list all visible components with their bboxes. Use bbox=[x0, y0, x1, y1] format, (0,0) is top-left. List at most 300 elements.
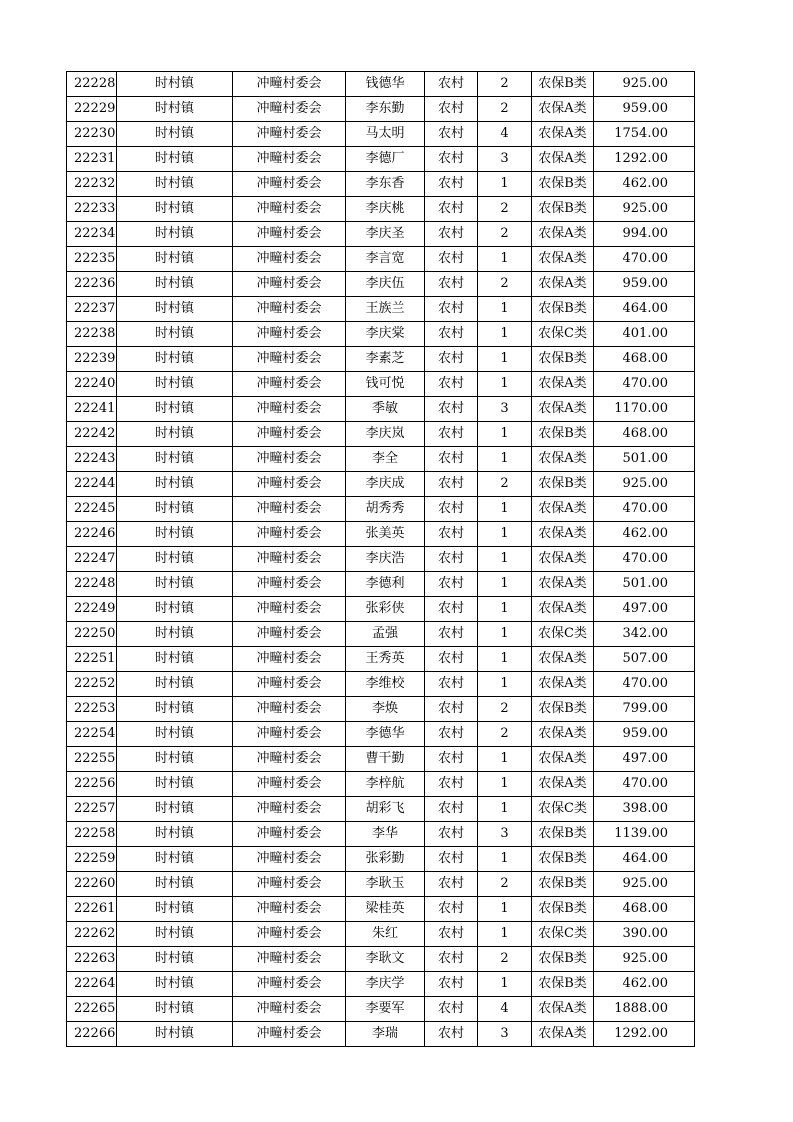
table-row bbox=[67, 147, 695, 172]
type-cell: 农村 bbox=[425, 922, 478, 947]
id-cell: 22229 bbox=[67, 97, 117, 122]
town-cell: 时村镇 bbox=[117, 497, 233, 522]
name-cell: 李庆成 bbox=[346, 472, 425, 497]
village-cell: 冲疃村委会 bbox=[233, 422, 346, 447]
table-row bbox=[67, 647, 695, 672]
count-cell: 3 bbox=[478, 147, 532, 172]
category-cell: 农保A类 bbox=[532, 672, 594, 697]
id-cell: 22266 bbox=[67, 1022, 117, 1047]
category-cell: 农保A类 bbox=[532, 272, 594, 297]
category-cell: 农保A类 bbox=[532, 647, 594, 672]
amount-cell: 470.00 bbox=[594, 497, 695, 522]
type-cell: 农村 bbox=[425, 722, 478, 747]
amount-cell: 462.00 bbox=[594, 172, 695, 197]
id-cell: 22259 bbox=[67, 847, 117, 872]
type-cell: 农村 bbox=[425, 297, 478, 322]
amount-cell: 1139.00 bbox=[594, 822, 695, 847]
name-cell: 李德利 bbox=[346, 572, 425, 597]
town-cell: 时村镇 bbox=[117, 847, 233, 872]
amount-cell: 925.00 bbox=[594, 197, 695, 222]
id-cell: 22263 bbox=[67, 947, 117, 972]
town-cell: 时村镇 bbox=[117, 922, 233, 947]
id-cell: 22248 bbox=[67, 572, 117, 597]
table-row bbox=[67, 547, 695, 572]
type-cell: 农村 bbox=[425, 947, 478, 972]
count-cell: 3 bbox=[478, 822, 532, 847]
name-cell: 张彩侠 bbox=[346, 597, 425, 622]
town-cell: 时村镇 bbox=[117, 697, 233, 722]
name-cell: 张美英 bbox=[346, 522, 425, 547]
type-cell: 农村 bbox=[425, 397, 478, 422]
village-cell: 冲疃村委会 bbox=[233, 822, 346, 847]
type-cell: 农村 bbox=[425, 897, 478, 922]
category-cell: 农保B类 bbox=[532, 847, 594, 872]
category-cell: 农保A类 bbox=[532, 772, 594, 797]
name-cell: 李言宽 bbox=[346, 247, 425, 272]
name-cell: 李华 bbox=[346, 822, 425, 847]
town-cell: 时村镇 bbox=[117, 197, 233, 222]
name-cell: 李梓航 bbox=[346, 772, 425, 797]
id-cell: 22262 bbox=[67, 922, 117, 947]
amount-cell: 959.00 bbox=[594, 97, 695, 122]
amount-cell: 994.00 bbox=[594, 222, 695, 247]
count-cell: 1 bbox=[478, 422, 532, 447]
id-cell: 22234 bbox=[67, 222, 117, 247]
amount-cell: 468.00 bbox=[594, 897, 695, 922]
type-cell: 农村 bbox=[425, 72, 478, 97]
type-cell: 农村 bbox=[425, 122, 478, 147]
type-cell: 农村 bbox=[425, 472, 478, 497]
amount-cell: 959.00 bbox=[594, 272, 695, 297]
town-cell: 时村镇 bbox=[117, 872, 233, 897]
count-cell: 4 bbox=[478, 997, 532, 1022]
town-cell: 时村镇 bbox=[117, 947, 233, 972]
type-cell: 农村 bbox=[425, 797, 478, 822]
amount-cell: 799.00 bbox=[594, 697, 695, 722]
table-body bbox=[67, 72, 695, 1047]
table-row bbox=[67, 347, 695, 372]
village-cell: 冲疃村委会 bbox=[233, 847, 346, 872]
category-cell: 农保B类 bbox=[532, 422, 594, 447]
town-cell: 时村镇 bbox=[117, 397, 233, 422]
count-cell: 1 bbox=[478, 547, 532, 572]
type-cell: 农村 bbox=[425, 547, 478, 572]
id-cell: 22254 bbox=[67, 722, 117, 747]
amount-cell: 497.00 bbox=[594, 597, 695, 622]
village-cell: 冲疃村委会 bbox=[233, 672, 346, 697]
name-cell: 李德华 bbox=[346, 722, 425, 747]
town-cell: 时村镇 bbox=[117, 1022, 233, 1047]
category-cell: 农保A类 bbox=[532, 97, 594, 122]
name-cell: 李东香 bbox=[346, 172, 425, 197]
table-row bbox=[67, 197, 695, 222]
id-cell: 22232 bbox=[67, 172, 117, 197]
category-cell: 农保B类 bbox=[532, 172, 594, 197]
table-row bbox=[67, 997, 695, 1022]
amount-cell: 468.00 bbox=[594, 422, 695, 447]
village-cell: 冲疃村委会 bbox=[233, 197, 346, 222]
town-cell: 时村镇 bbox=[117, 772, 233, 797]
type-cell: 农村 bbox=[425, 972, 478, 997]
category-cell: 农保C类 bbox=[532, 922, 594, 947]
village-cell: 冲疃村委会 bbox=[233, 397, 346, 422]
id-cell: 22257 bbox=[67, 797, 117, 822]
table-row bbox=[67, 972, 695, 997]
type-cell: 农村 bbox=[425, 672, 478, 697]
id-cell: 22233 bbox=[67, 197, 117, 222]
town-cell: 时村镇 bbox=[117, 122, 233, 147]
category-cell: 农保A类 bbox=[532, 597, 594, 622]
amount-cell: 398.00 bbox=[594, 797, 695, 822]
table-row bbox=[67, 247, 695, 272]
count-cell: 2 bbox=[478, 697, 532, 722]
category-cell: 农保B类 bbox=[532, 297, 594, 322]
town-cell: 时村镇 bbox=[117, 572, 233, 597]
village-cell: 冲疃村委会 bbox=[233, 522, 346, 547]
type-cell: 农村 bbox=[425, 347, 478, 372]
amount-cell: 464.00 bbox=[594, 297, 695, 322]
category-cell: 农保B类 bbox=[532, 872, 594, 897]
table-row bbox=[67, 697, 695, 722]
type-cell: 农村 bbox=[425, 747, 478, 772]
village-cell: 冲疃村委会 bbox=[233, 497, 346, 522]
type-cell: 农村 bbox=[425, 247, 478, 272]
village-cell: 冲疃村委会 bbox=[233, 547, 346, 572]
village-cell: 冲疃村委会 bbox=[233, 872, 346, 897]
id-cell: 22235 bbox=[67, 247, 117, 272]
amount-cell: 507.00 bbox=[594, 647, 695, 672]
table-row bbox=[67, 822, 695, 847]
name-cell: 李德厂 bbox=[346, 147, 425, 172]
table-row bbox=[67, 322, 695, 347]
type-cell: 农村 bbox=[425, 372, 478, 397]
town-cell: 时村镇 bbox=[117, 472, 233, 497]
count-cell: 1 bbox=[478, 522, 532, 547]
village-cell: 冲疃村委会 bbox=[233, 322, 346, 347]
name-cell: 王秀英 bbox=[346, 647, 425, 672]
category-cell: 农保A类 bbox=[532, 147, 594, 172]
town-cell: 时村镇 bbox=[117, 997, 233, 1022]
category-cell: 农保A类 bbox=[532, 372, 594, 397]
town-cell: 时村镇 bbox=[117, 372, 233, 397]
type-cell: 农村 bbox=[425, 822, 478, 847]
category-cell: 农保A类 bbox=[532, 247, 594, 272]
category-cell: 农保A类 bbox=[532, 447, 594, 472]
id-cell: 22244 bbox=[67, 472, 117, 497]
count-cell: 2 bbox=[478, 947, 532, 972]
town-cell: 时村镇 bbox=[117, 422, 233, 447]
town-cell: 时村镇 bbox=[117, 97, 233, 122]
name-cell: 王族兰 bbox=[346, 297, 425, 322]
name-cell: 李东勤 bbox=[346, 97, 425, 122]
amount-cell: 470.00 bbox=[594, 772, 695, 797]
town-cell: 时村镇 bbox=[117, 247, 233, 272]
type-cell: 农村 bbox=[425, 597, 478, 622]
amount-cell: 401.00 bbox=[594, 322, 695, 347]
id-cell: 22264 bbox=[67, 972, 117, 997]
village-cell: 冲疃村委会 bbox=[233, 122, 346, 147]
id-cell: 22228 bbox=[67, 72, 117, 97]
name-cell: 李焕 bbox=[346, 697, 425, 722]
table-row bbox=[67, 722, 695, 747]
table-row bbox=[67, 572, 695, 597]
count-cell: 1 bbox=[478, 322, 532, 347]
village-cell: 冲疃村委会 bbox=[233, 947, 346, 972]
id-cell: 22236 bbox=[67, 272, 117, 297]
category-cell: 农保B类 bbox=[532, 472, 594, 497]
table-row bbox=[67, 847, 695, 872]
id-cell: 22256 bbox=[67, 772, 117, 797]
type-cell: 农村 bbox=[425, 647, 478, 672]
id-cell: 22258 bbox=[67, 822, 117, 847]
table-row bbox=[67, 297, 695, 322]
type-cell: 农村 bbox=[425, 172, 478, 197]
count-cell: 1 bbox=[478, 447, 532, 472]
table-row bbox=[67, 947, 695, 972]
town-cell: 时村镇 bbox=[117, 897, 233, 922]
village-cell: 冲疃村委会 bbox=[233, 147, 346, 172]
town-cell: 时村镇 bbox=[117, 722, 233, 747]
village-cell: 冲疃村委会 bbox=[233, 1022, 346, 1047]
amount-cell: 925.00 bbox=[594, 947, 695, 972]
count-cell: 2 bbox=[478, 272, 532, 297]
village-cell: 冲疃村委会 bbox=[233, 747, 346, 772]
id-cell: 22230 bbox=[67, 122, 117, 147]
category-cell: 农保B类 bbox=[532, 347, 594, 372]
id-cell: 22247 bbox=[67, 547, 117, 572]
id-cell: 22243 bbox=[67, 447, 117, 472]
town-cell: 时村镇 bbox=[117, 222, 233, 247]
amount-cell: 470.00 bbox=[594, 247, 695, 272]
table-row bbox=[67, 522, 695, 547]
count-cell: 1 bbox=[478, 747, 532, 772]
id-cell: 22238 bbox=[67, 322, 117, 347]
count-cell: 1 bbox=[478, 347, 532, 372]
id-cell: 22246 bbox=[67, 522, 117, 547]
id-cell: 22265 bbox=[67, 997, 117, 1022]
table-row bbox=[67, 872, 695, 897]
amount-cell: 1888.00 bbox=[594, 997, 695, 1022]
type-cell: 农村 bbox=[425, 197, 478, 222]
category-cell: 农保A类 bbox=[532, 1022, 594, 1047]
table-row bbox=[67, 172, 695, 197]
type-cell: 农村 bbox=[425, 572, 478, 597]
id-cell: 22252 bbox=[67, 672, 117, 697]
amount-cell: 1170.00 bbox=[594, 397, 695, 422]
id-cell: 22255 bbox=[67, 747, 117, 772]
village-cell: 冲疃村委会 bbox=[233, 97, 346, 122]
type-cell: 农村 bbox=[425, 97, 478, 122]
name-cell: 李庆浩 bbox=[346, 547, 425, 572]
category-cell: 农保A类 bbox=[532, 522, 594, 547]
category-cell: 农保A类 bbox=[532, 497, 594, 522]
name-cell: 李庆伍 bbox=[346, 272, 425, 297]
town-cell: 时村镇 bbox=[117, 797, 233, 822]
name-cell: 马太明 bbox=[346, 122, 425, 147]
village-cell: 冲疃村委会 bbox=[233, 697, 346, 722]
village-cell: 冲疃村委会 bbox=[233, 597, 346, 622]
name-cell: 李要军 bbox=[346, 997, 425, 1022]
count-cell: 1 bbox=[478, 172, 532, 197]
category-cell: 农保B类 bbox=[532, 947, 594, 972]
name-cell: 胡彩飞 bbox=[346, 797, 425, 822]
village-cell: 冲疃村委会 bbox=[233, 972, 346, 997]
village-cell: 冲疃村委会 bbox=[233, 772, 346, 797]
village-cell: 冲疃村委会 bbox=[233, 272, 346, 297]
amount-cell: 1754.00 bbox=[594, 122, 695, 147]
amount-cell: 464.00 bbox=[594, 847, 695, 872]
amount-cell: 501.00 bbox=[594, 447, 695, 472]
count-cell: 2 bbox=[478, 722, 532, 747]
village-cell: 冲疃村委会 bbox=[233, 347, 346, 372]
count-cell: 2 bbox=[478, 197, 532, 222]
table-row bbox=[67, 447, 695, 472]
table-row bbox=[67, 797, 695, 822]
town-cell: 时村镇 bbox=[117, 447, 233, 472]
type-cell: 农村 bbox=[425, 772, 478, 797]
amount-cell: 342.00 bbox=[594, 622, 695, 647]
amount-cell: 959.00 bbox=[594, 722, 695, 747]
id-cell: 22253 bbox=[67, 697, 117, 722]
type-cell: 农村 bbox=[425, 497, 478, 522]
type-cell: 农村 bbox=[425, 697, 478, 722]
village-cell: 冲疃村委会 bbox=[233, 647, 346, 672]
table-row bbox=[67, 922, 695, 947]
name-cell: 胡秀秀 bbox=[346, 497, 425, 522]
amount-cell: 1292.00 bbox=[594, 147, 695, 172]
town-cell: 时村镇 bbox=[117, 622, 233, 647]
village-cell: 冲疃村委会 bbox=[233, 297, 346, 322]
table-row bbox=[67, 372, 695, 397]
count-cell: 1 bbox=[478, 247, 532, 272]
type-cell: 农村 bbox=[425, 322, 478, 347]
count-cell: 1 bbox=[478, 572, 532, 597]
type-cell: 农村 bbox=[425, 522, 478, 547]
category-cell: 农保A类 bbox=[532, 722, 594, 747]
village-cell: 冲疃村委会 bbox=[233, 897, 346, 922]
village-cell: 冲疃村委会 bbox=[233, 997, 346, 1022]
town-cell: 时村镇 bbox=[117, 647, 233, 672]
category-cell: 农保B类 bbox=[532, 822, 594, 847]
amount-cell: 462.00 bbox=[594, 522, 695, 547]
type-cell: 农村 bbox=[425, 872, 478, 897]
amount-cell: 925.00 bbox=[594, 72, 695, 97]
category-cell: 农保B类 bbox=[532, 972, 594, 997]
name-cell: 梁桂英 bbox=[346, 897, 425, 922]
name-cell: 孟强 bbox=[346, 622, 425, 647]
type-cell: 农村 bbox=[425, 1022, 478, 1047]
count-cell: 1 bbox=[478, 772, 532, 797]
type-cell: 农村 bbox=[425, 147, 478, 172]
name-cell: 李耿玉 bbox=[346, 872, 425, 897]
category-cell: 农保C类 bbox=[532, 622, 594, 647]
table-row bbox=[67, 397, 695, 422]
category-cell: 农保A类 bbox=[532, 397, 594, 422]
count-cell: 3 bbox=[478, 1022, 532, 1047]
type-cell: 农村 bbox=[425, 847, 478, 872]
count-cell: 1 bbox=[478, 622, 532, 647]
id-cell: 22241 bbox=[67, 397, 117, 422]
id-cell: 22260 bbox=[67, 872, 117, 897]
id-cell: 22231 bbox=[67, 147, 117, 172]
village-cell: 冲疃村委会 bbox=[233, 372, 346, 397]
town-cell: 时村镇 bbox=[117, 272, 233, 297]
count-cell: 1 bbox=[478, 647, 532, 672]
table-row bbox=[67, 472, 695, 497]
name-cell: 李庆学 bbox=[346, 972, 425, 997]
category-cell: 农保C类 bbox=[532, 322, 594, 347]
village-cell: 冲疃村委会 bbox=[233, 622, 346, 647]
table-row bbox=[67, 897, 695, 922]
town-cell: 时村镇 bbox=[117, 347, 233, 372]
id-cell: 22249 bbox=[67, 597, 117, 622]
category-cell: 农保A类 bbox=[532, 547, 594, 572]
village-cell: 冲疃村委会 bbox=[233, 797, 346, 822]
amount-cell: 390.00 bbox=[594, 922, 695, 947]
name-cell: 李全 bbox=[346, 447, 425, 472]
town-cell: 时村镇 bbox=[117, 72, 233, 97]
count-cell: 1 bbox=[478, 972, 532, 997]
category-cell: 农保B类 bbox=[532, 72, 594, 97]
id-cell: 22245 bbox=[67, 497, 117, 522]
count-cell: 1 bbox=[478, 372, 532, 397]
town-cell: 时村镇 bbox=[117, 147, 233, 172]
count-cell: 1 bbox=[478, 672, 532, 697]
name-cell: 季敏 bbox=[346, 397, 425, 422]
id-cell: 22240 bbox=[67, 372, 117, 397]
table-row bbox=[67, 122, 695, 147]
count-cell: 2 bbox=[478, 222, 532, 247]
type-cell: 农村 bbox=[425, 447, 478, 472]
amount-cell: 501.00 bbox=[594, 572, 695, 597]
type-cell: 农村 bbox=[425, 222, 478, 247]
count-cell: 1 bbox=[478, 297, 532, 322]
table-row bbox=[67, 272, 695, 297]
id-cell: 22239 bbox=[67, 347, 117, 372]
town-cell: 时村镇 bbox=[117, 597, 233, 622]
name-cell: 李维校 bbox=[346, 672, 425, 697]
count-cell: 1 bbox=[478, 497, 532, 522]
table-row bbox=[67, 72, 695, 97]
village-cell: 冲疃村委会 bbox=[233, 172, 346, 197]
count-cell: 1 bbox=[478, 797, 532, 822]
town-cell: 时村镇 bbox=[117, 747, 233, 772]
name-cell: 李耿文 bbox=[346, 947, 425, 972]
village-cell: 冲疃村委会 bbox=[233, 222, 346, 247]
type-cell: 农村 bbox=[425, 622, 478, 647]
name-cell: 李素芝 bbox=[346, 347, 425, 372]
id-cell: 22261 bbox=[67, 897, 117, 922]
village-cell: 冲疃村委会 bbox=[233, 922, 346, 947]
name-cell: 钱可悦 bbox=[346, 372, 425, 397]
amount-cell: 925.00 bbox=[594, 472, 695, 497]
town-cell: 时村镇 bbox=[117, 522, 233, 547]
count-cell: 3 bbox=[478, 397, 532, 422]
id-cell: 22242 bbox=[67, 422, 117, 447]
name-cell: 钱德华 bbox=[346, 72, 425, 97]
count-cell: 2 bbox=[478, 97, 532, 122]
amount-cell: 468.00 bbox=[594, 347, 695, 372]
amount-cell: 462.00 bbox=[594, 972, 695, 997]
id-cell: 22250 bbox=[67, 622, 117, 647]
type-cell: 农村 bbox=[425, 997, 478, 1022]
category-cell: 农保A类 bbox=[532, 122, 594, 147]
village-cell: 冲疃村委会 bbox=[233, 72, 346, 97]
table-row bbox=[67, 422, 695, 447]
category-cell: 农保A类 bbox=[532, 222, 594, 247]
type-cell: 农村 bbox=[425, 272, 478, 297]
table-row bbox=[67, 747, 695, 772]
